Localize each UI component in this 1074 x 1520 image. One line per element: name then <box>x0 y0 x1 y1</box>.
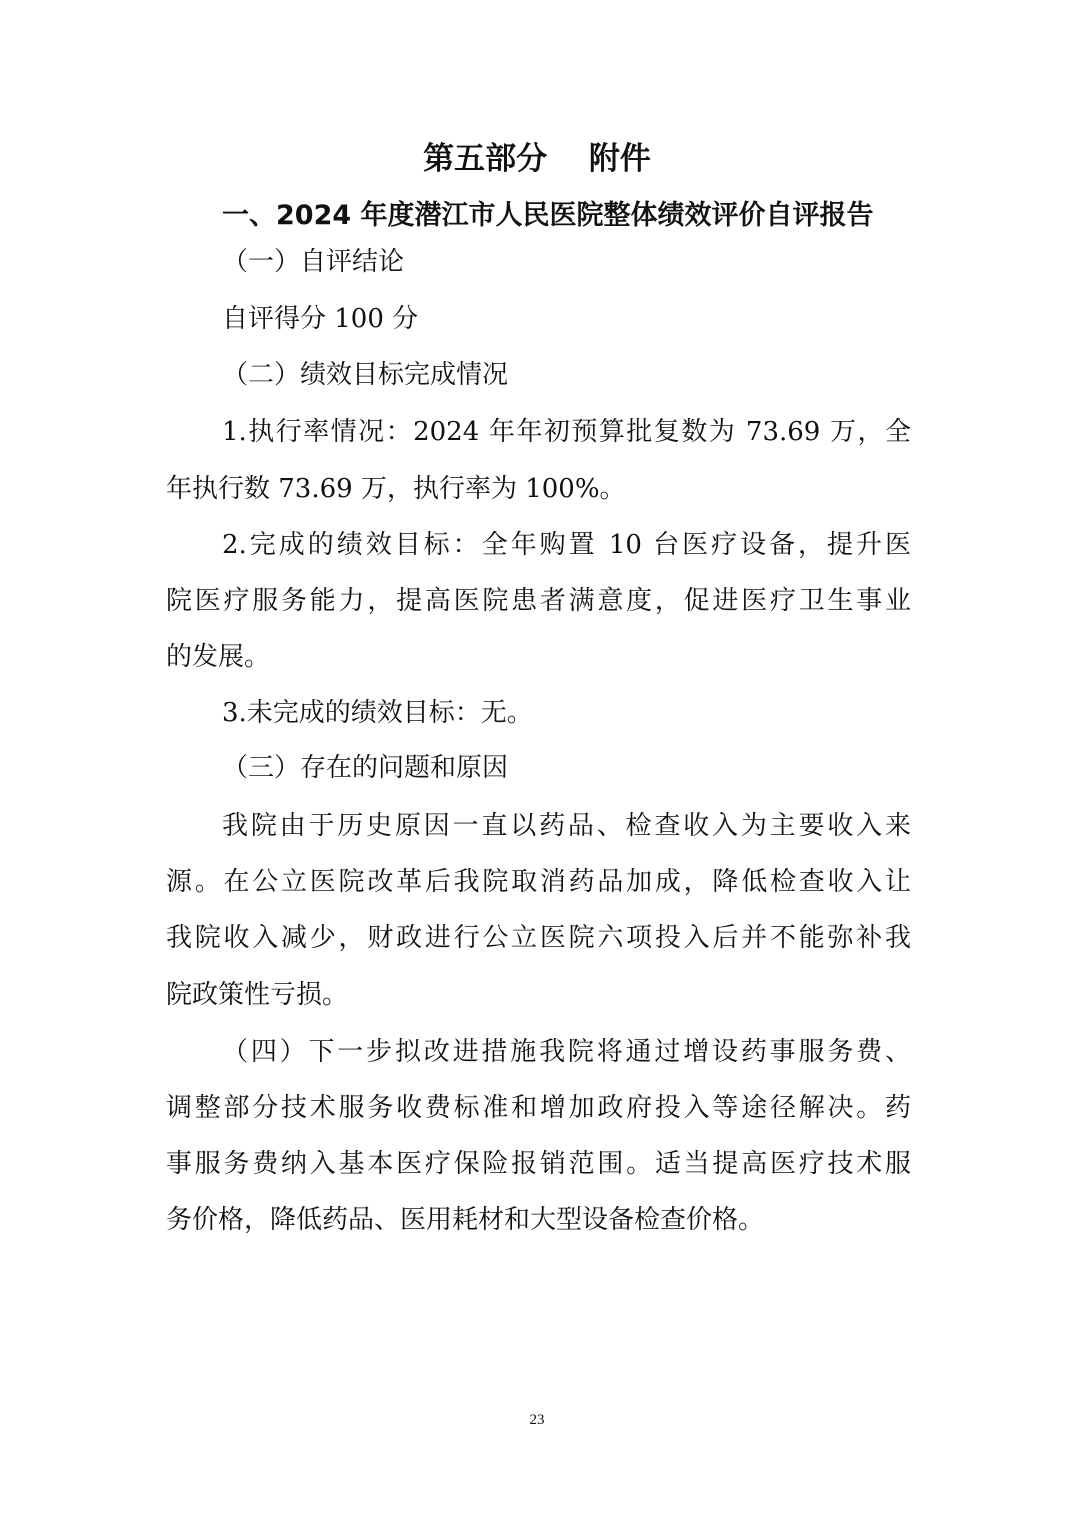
paragraph-line: 务价格，降低药品、医用耗材和大型设备检查价格。 <box>166 1205 765 1235</box>
paragraph-line: 我院收入减少，财政进行公立医院六项投入后并不能弥补我 <box>166 923 911 953</box>
page-number: 23 <box>529 1412 545 1428</box>
paragraph-line: 调整部分技术服务收费标准和增加政府投入等途径解决。药 <box>166 1093 911 1123</box>
paragraph-line: 2.完成的绩效目标：全年购置 10 台医疗设备，提升医 <box>222 530 911 560</box>
paragraph-line: （四）下一步拟改进措施我院将通过增设药事服务费、 <box>222 1037 911 1067</box>
self-score-line: 自评得分 100 分 <box>222 304 419 334</box>
report-title: 一、2024 年度潜江市人民医院整体绩效评价自评报告 <box>222 200 874 231</box>
paragraph-line: 3.未完成的绩效目标：无。 <box>222 698 533 728</box>
paragraph-line: 年执行数 73.69 万，执行率为 100%。 <box>166 474 626 504</box>
paragraph-line: 1.执行率情况：2024 年年初预算批复数为 73.69 万，全 <box>222 417 911 447</box>
paragraph-line: 源。在公立医院改革后我院取消药品加成，降低检查收入让 <box>166 867 911 897</box>
part-title: 第五部分 附件 <box>423 141 651 177</box>
paragraph-line: 院医疗服务能力，提高医院患者满意度，促进医疗卫生事业 <box>166 586 911 616</box>
section-heading-problems: （三）存在的问题和原因 <box>222 753 509 783</box>
paragraph-line: 我院由于历史原因一直以药品、检查收入为主要收入来 <box>222 811 911 841</box>
paragraph-line: 的发展。 <box>166 642 271 672</box>
paragraph-line: 院政策性亏损。 <box>166 980 349 1010</box>
section-heading-conclusion: （一）自评结论 <box>222 247 405 277</box>
paragraph-line: 事服务费纳入基本医疗保险报销范围。适当提高医疗技术服 <box>166 1149 911 1179</box>
section-heading-goal-completion: （二）绩效目标完成情况 <box>222 360 509 390</box>
